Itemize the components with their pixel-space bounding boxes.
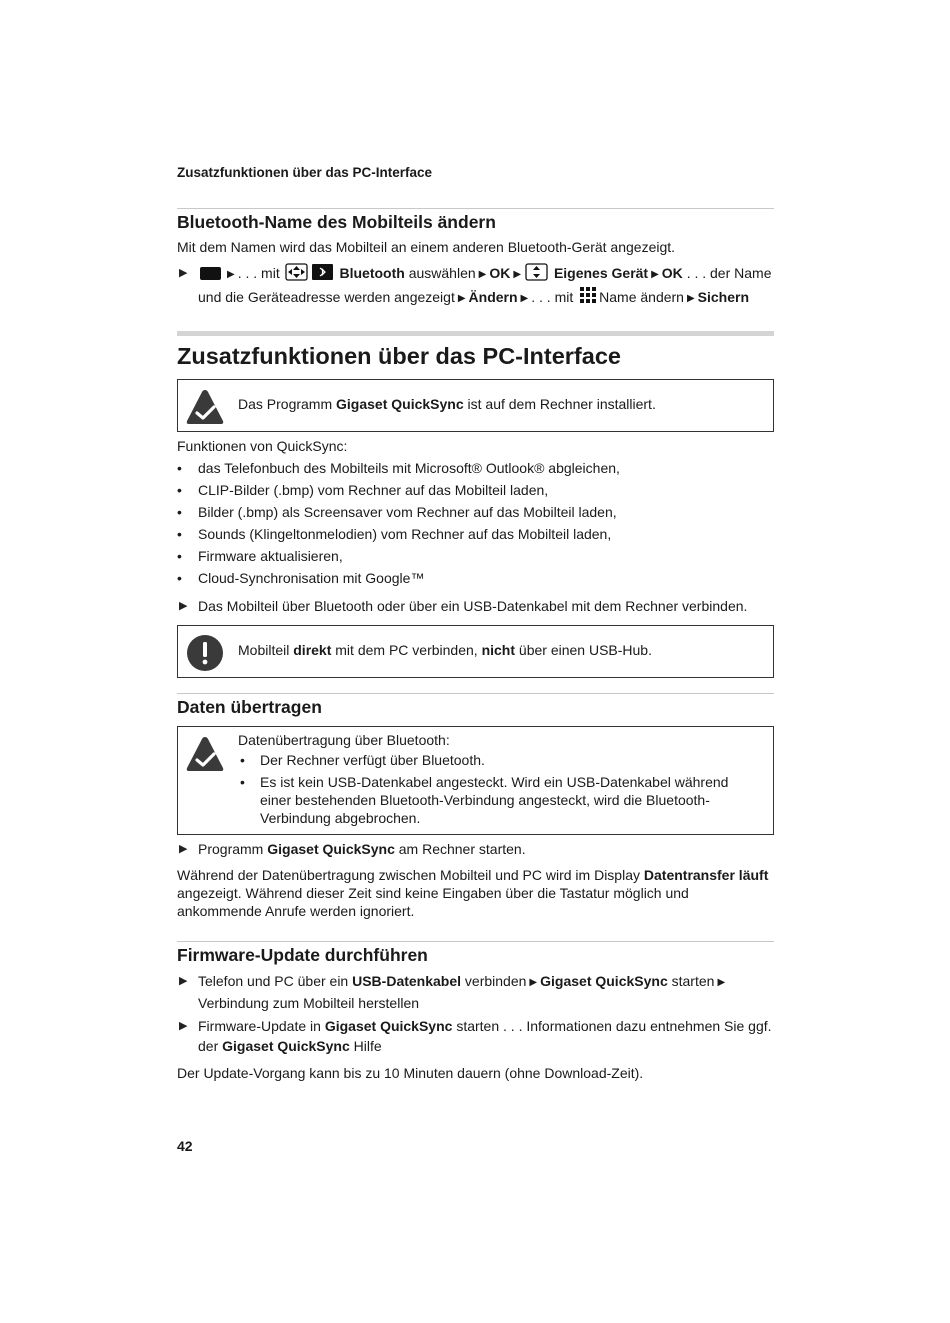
step-connect-usb — [177, 971, 774, 1013]
transfer-paragraph — [177, 866, 774, 920]
triangle-right-icon: ▶ — [513, 269, 522, 280]
list-item: • Der Rechner verfügt über Bluetooth. — [238, 751, 763, 769]
section-divider — [177, 208, 774, 209]
step-text: Telefon und PC über ein — [198, 973, 349, 989]
list-item: • Firmware aktualisieren, — [177, 545, 774, 567]
text: über einen USB-Hub. — [518, 642, 652, 658]
step-text: Hilfe — [353, 1038, 382, 1054]
program-name: Gigaset QuickSync — [222, 1038, 350, 1054]
list-item: • Bilder (.bmp) als Screensaver vom Rechner auf das Mobilteil laden, — [177, 501, 774, 523]
prerequisite-box-quicksync — [177, 379, 774, 432]
check-triangle-icon — [185, 387, 225, 427]
text: Während der Datenübertragung zwischen Mobilteil und PC wird im Display — [177, 867, 640, 883]
step-text: Programm — [198, 841, 264, 857]
step-text: Das Mobilteil über Bluetooth oder über ein USB-Datenkabel mit dem Rechner verbinden. — [198, 598, 748, 614]
list-item: • das Telefonbuch des Mobilteils mit Microsoft® Outlook® abgleichen, — [177, 457, 774, 479]
step-text: auswählen — [408, 265, 476, 281]
triangle-right-icon: ▶ — [227, 269, 235, 280]
prerequisite-label: Datenübertragung über Bluetooth: — [238, 732, 450, 748]
navigation-key-icon — [285, 263, 309, 281]
section-title-firmware: Firmware-Update durchführen — [177, 945, 428, 965]
step-text: am Rechner starten. — [398, 841, 526, 857]
triangle-right-icon: ▶ — [179, 267, 188, 279]
triangle-right-icon: ▶ — [520, 293, 529, 304]
step-text: . . . mit — [237, 265, 280, 281]
section-intro: Mit dem Namen wird das Mobilteil an einem anderen Bluetooth-Gerät angezeigt. — [177, 239, 676, 255]
prerequisite-text — [238, 395, 656, 413]
chapter-title: Zusatzfunktionen über das PC-Interface — [177, 343, 621, 369]
prerequisite-list — [238, 751, 763, 827]
list-item: • Sounds (Klingeltonmelodien) vom Rechner auf das Mobilteil laden, — [177, 523, 774, 545]
triangle-right-icon: ▶ — [179, 975, 188, 987]
step-text: starten . . . Informationen dazu entnehmen Sie ggf. der — [198, 1018, 772, 1054]
step-text: . . . mit — [531, 289, 574, 305]
triangle-right-icon: ▶ — [457, 293, 466, 304]
emphasis: direkt — [293, 642, 332, 658]
section-title-daten: Daten übertragen — [177, 697, 322, 717]
triangle-right-icon: ▶ — [478, 269, 487, 280]
chapter-divider — [177, 331, 774, 336]
triangle-right-icon: ▶ — [179, 600, 188, 612]
text: mit dem PC verbinden, — [335, 642, 478, 658]
section-divider — [177, 941, 774, 942]
bluetooth-icon — [311, 263, 335, 281]
bluetooth-label: Bluetooth — [339, 265, 405, 281]
sichern-label: Sichern — [697, 289, 750, 305]
program-name: Gigaset QuickSync — [267, 841, 395, 857]
text: ist auf dem Rechner installiert. — [467, 396, 656, 412]
up-down-key-icon — [525, 263, 549, 281]
functions-label: Funktionen von QuickSync: — [177, 438, 348, 454]
keypad-icon — [578, 285, 598, 305]
text: Das Programm — [238, 396, 333, 412]
triangle-right-icon: ▶ — [686, 293, 695, 304]
list-item: • Es ist kein USB-Datenkabel angesteckt. Wird ein USB-Datenkabel während einer bestehenden Bluetooth-Verbindung angesteckt, wird die Bluetooth-Verbindung abgebrochen. — [238, 773, 763, 827]
triangle-right-icon: ▶ — [529, 977, 538, 988]
aendern-label: Ändern — [468, 289, 518, 305]
step-text: Verbindung zum Mobilteil herstellen — [198, 995, 420, 1011]
triangle-right-icon: ▶ — [651, 269, 659, 280]
page-number: 42 — [177, 1138, 193, 1154]
step-connect — [177, 596, 774, 616]
step-text: verbinden — [464, 973, 527, 989]
step-text: starten — [671, 973, 715, 989]
list-item: • Cloud-Synchronisation mit Google™ — [177, 567, 774, 589]
program-name: Gigaset QuickSync — [540, 973, 668, 989]
triangle-right-icon: ▶ — [717, 977, 726, 988]
ok-label: OK — [661, 265, 683, 281]
section-title-bluetooth-name: Bluetooth-Name des Mobilteils ändern — [177, 212, 496, 232]
text: Mobilteil — [238, 642, 290, 658]
step-text: Name ändern — [599, 289, 684, 305]
step-bluetooth-rename — [177, 263, 774, 309]
display-message: Datentransfer läuft — [643, 867, 769, 883]
text: angezeigt. Während dieser Zeit sind keine Eingaben über die Tastatur möglich und ankommende Anrufe werden ignoriert. — [177, 885, 689, 919]
step-text: Firmware-Update in — [198, 1018, 321, 1034]
step-text: . . . der Name und die Geräteadresse werden angezeigt — [198, 265, 772, 305]
prerequisite-box-bluetooth — [177, 726, 774, 835]
program-name: Gigaset QuickSync — [336, 396, 464, 412]
step-start-quicksync — [177, 839, 774, 859]
eigenes-geraet-label: Eigenes Gerät — [553, 265, 649, 281]
update-duration-note: Der Update-Vorgang kann bis zu 10 Minuten dauern (ohne Download-Zeit). — [177, 1065, 644, 1081]
warning-text — [238, 641, 652, 659]
emphasis: nicht — [481, 642, 516, 658]
usb-cable-label: USB-Datenkabel — [352, 973, 462, 989]
warning-box-usb-hub — [177, 625, 774, 678]
prerequisite-text — [238, 731, 763, 831]
check-triangle-icon — [185, 734, 225, 774]
running-head: Zusatzfunktionen über das PC-Interface — [177, 165, 433, 180]
triangle-right-icon: ▶ — [179, 843, 188, 855]
program-name: Gigaset QuickSync — [324, 1018, 453, 1034]
ok-label: OK — [489, 265, 511, 281]
triangle-right-icon: ▶ — [179, 1020, 188, 1032]
functions-list — [177, 457, 774, 589]
menu-key-icon — [199, 265, 223, 281]
step-firmware-update — [177, 1016, 774, 1056]
section-divider — [177, 693, 774, 694]
exclamation-circle-icon — [185, 633, 225, 673]
list-item: • CLIP-Bilder (.bmp) vom Rechner auf das Mobilteil laden, — [177, 479, 774, 501]
